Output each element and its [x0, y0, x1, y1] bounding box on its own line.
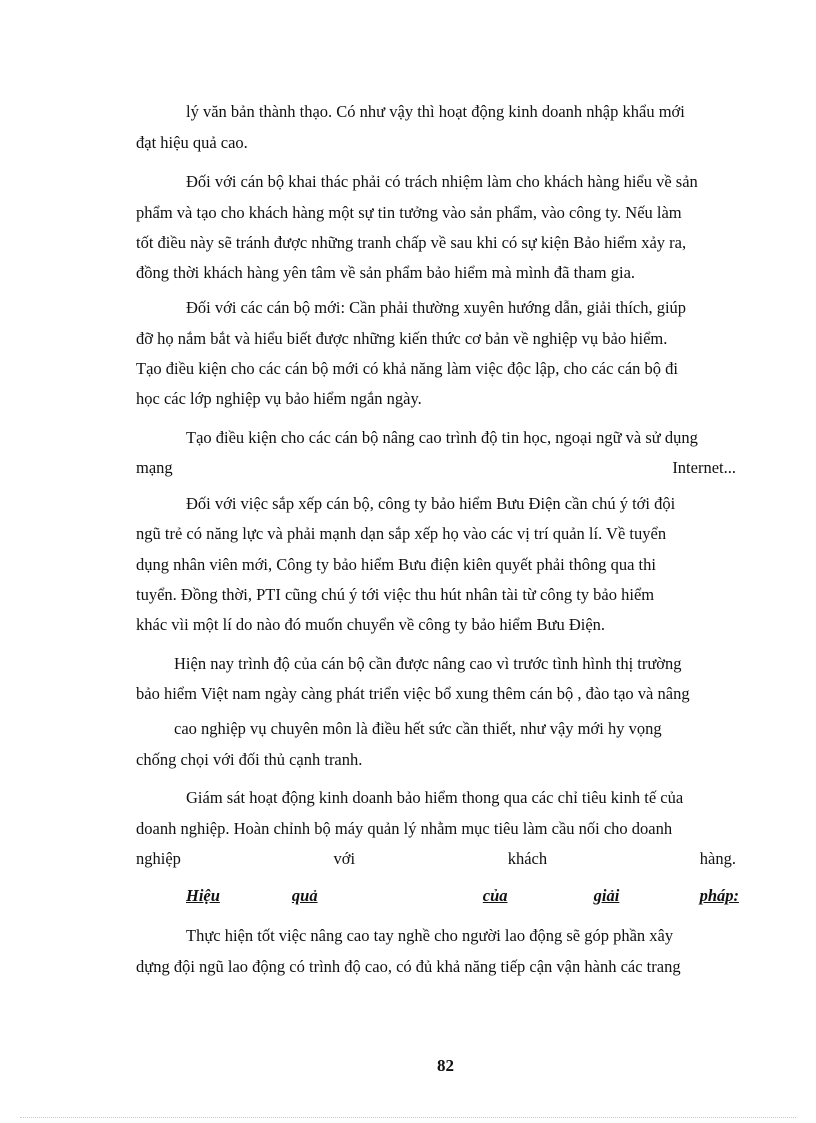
text-line: doanh nghiệp. Hoàn chỉnh bộ máy quản lý nhằm mục tiêu làm cầu nối cho doanh: [136, 819, 673, 838]
text-line: Đối với cán bộ khai thác phải có trách nhiệm làm cho khách hàng hiểu về sản: [186, 172, 698, 191]
text-line: đỡ họ nắm bắt và hiểu biết được những kiến thức cơ bản về nghiệp vụ bảo hiểm.: [136, 329, 668, 348]
heading-word: của: [482, 886, 508, 905]
text-line: dụng nhân viên mới, Công ty bảo hiểm Bưu điện kiên quyết phải thông qua thi: [136, 555, 656, 574]
heading-word: quả: [291, 886, 318, 905]
word: với: [333, 849, 356, 868]
text-line: khác vìi một lí do nào đó muốn chuyển về công ty bảo hiểm Bưu Điện.: [136, 615, 606, 634]
word: khách: [507, 849, 548, 868]
heading-word: pháp:: [699, 886, 739, 905]
text-line: học các lớp nghiệp vụ bảo hiểm ngắn ngày.: [136, 389, 422, 408]
page-bottom-rule: [20, 1117, 796, 1118]
heading-word: Hiệu: [186, 886, 220, 905]
text-line: Giám sát hoạt động kinh doanh bảo hiểm thong qua các chỉ tiêu kinh tế của: [186, 788, 684, 807]
word: Internet...: [672, 458, 736, 477]
section-heading: [186, 886, 739, 906]
text-line: tuyển. Đồng thời, PTI cũng chú ý tới việc thu hút nhân tài từ công ty bảo hiểm: [136, 585, 655, 604]
text-line: Đối với việc sắp xếp cán bộ, công ty bảo hiểm Bưu Điện cần chú ý tới đội: [186, 494, 676, 513]
text-line: phẩm và tạo cho khách hàng một sự tin tưởng vào sản phẩm, vào công ty. Nếu làm: [136, 203, 682, 222]
text-line: Hiện nay trình độ của cán bộ cần được nâng cao vì trước tình hình thị trường: [174, 654, 682, 673]
text-line: đồng thời khách hàng yên tâm về sản phẩm bảo hiểm mà mình đã tham gia.: [136, 263, 636, 282]
word: nghiệp: [136, 849, 181, 868]
text-line: Tạo điều kiện cho các cán bộ mới có khả năng làm việc độc lập, cho các cán bộ đi: [136, 359, 679, 378]
text-line: cao nghiệp vụ chuyên môn là điều hết sức cần thiết, như vậy mới hy vọng: [174, 719, 662, 738]
text-line: tốt điều này sẽ tránh được những tranh chấp về sau khi có sự kiện Bảo hiểm xảy ra,: [136, 233, 687, 252]
page-number: 82: [437, 1056, 454, 1075]
text-line: Thực hiện tốt việc nâng cao tay nghề cho người lao động sẽ góp phần xây: [186, 926, 674, 945]
text-line: đạt hiệu quả cao.: [136, 133, 248, 152]
text-line: Tạo điều kiện cho các cán bộ nâng cao trình độ tin học, ngoại ngữ và sử dụng: [186, 428, 698, 447]
text-line: dựng đội ngũ lao động có trình độ cao, có đủ khả năng tiếp cận vận hành các trang: [136, 957, 681, 976]
heading-word: giải: [593, 886, 620, 905]
text-line-justified: [136, 849, 736, 869]
text-line: ngũ trẻ có năng lực và phải mạnh dạn sắp xếp họ vào các vị trí quản lí. Về tuyển: [136, 524, 667, 543]
text-line: bảo hiểm Việt nam ngày càng phát triển việc bổ xung thêm cán bộ , đào tạo và nâng: [136, 684, 690, 703]
word: hàng.: [699, 849, 736, 868]
text-line: chống chọi với đối thủ cạnh tranh.: [136, 750, 363, 769]
text-line: lý văn bản thành thạo. Có như vậy thì hoạt động kinh doanh nhập khẩu mới: [186, 102, 685, 121]
text-line-justified: [136, 458, 736, 478]
text-line: Đối với các cán bộ mới: Cần phải thường xuyên hướng dẫn, giải thích, giúp: [186, 298, 687, 317]
word: mạng: [136, 458, 173, 477]
